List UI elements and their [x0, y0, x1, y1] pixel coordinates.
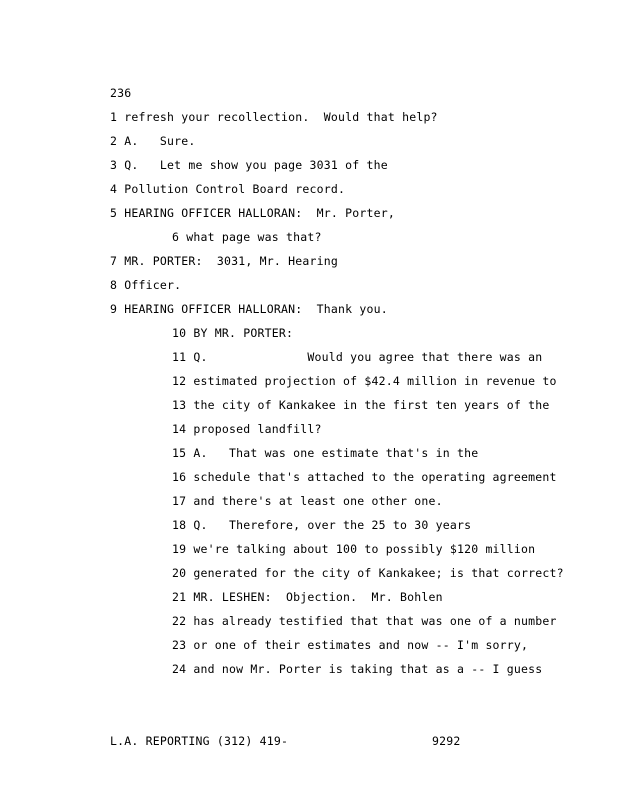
transcript-line: 4 Pollution Control Board record.: [110, 182, 346, 196]
transcript-line: 20 generated for the city of Kankakee; is that correct?: [172, 566, 564, 580]
footer-number: 9292: [432, 734, 461, 748]
transcript-line: 24 and now Mr. Porter is taking that as a -- I guess: [172, 662, 543, 676]
page-number: 236: [110, 86, 132, 100]
transcript-line: 16 schedule that's attached to the operating agreement: [172, 470, 557, 484]
transcript-line: 23 or one of their estimates and now -- I'm sorry,: [172, 638, 529, 652]
transcript-line: 8 Officer.: [110, 278, 182, 292]
transcript-line: 11 Q. Would you agree that there was an: [172, 350, 543, 364]
transcript-line: 13 the city of Kankakee in the first ten years of the: [172, 398, 550, 412]
transcript-line: 9 HEARING OFFICER HALLORAN: Thank you.: [110, 302, 388, 316]
footer-reporter: L.A. REPORTING (312) 419-: [110, 734, 289, 748]
transcript-line: 5 HEARING OFFICER HALLORAN: Mr. Porter,: [110, 206, 395, 220]
transcript-line: 17 and there's at least one other one.: [172, 494, 443, 508]
transcript-line: 19 we're talking about 100 to possibly $120 million: [172, 542, 536, 556]
transcript-line: 22 has already testified that that was one of a number: [172, 614, 557, 628]
transcript-line: 18 Q. Therefore, over the 25 to 30 years: [172, 518, 472, 532]
transcript-line: 12 estimated projection of $42.4 million in revenue to: [172, 374, 557, 388]
transcript-line: 14 proposed landfill?: [172, 422, 322, 436]
transcript-line: 10 BY MR. PORTER:: [172, 326, 294, 340]
transcript-line: 2 A. Sure.: [110, 134, 196, 148]
transcript-line: 15 A. That was one estimate that's in the: [172, 446, 479, 460]
transcript-line: 3 Q. Let me show you page 3031 of the: [110, 158, 388, 172]
transcript-line: 6 what page was that?: [172, 230, 322, 244]
transcript-line: 21 MR. LESHEN: Objection. Mr. Bohlen: [172, 590, 443, 604]
transcript-line: 1 refresh your recollection. Would that help?: [110, 110, 438, 124]
transcript-line: 7 MR. PORTER: 3031, Mr. Hearing: [110, 254, 338, 268]
